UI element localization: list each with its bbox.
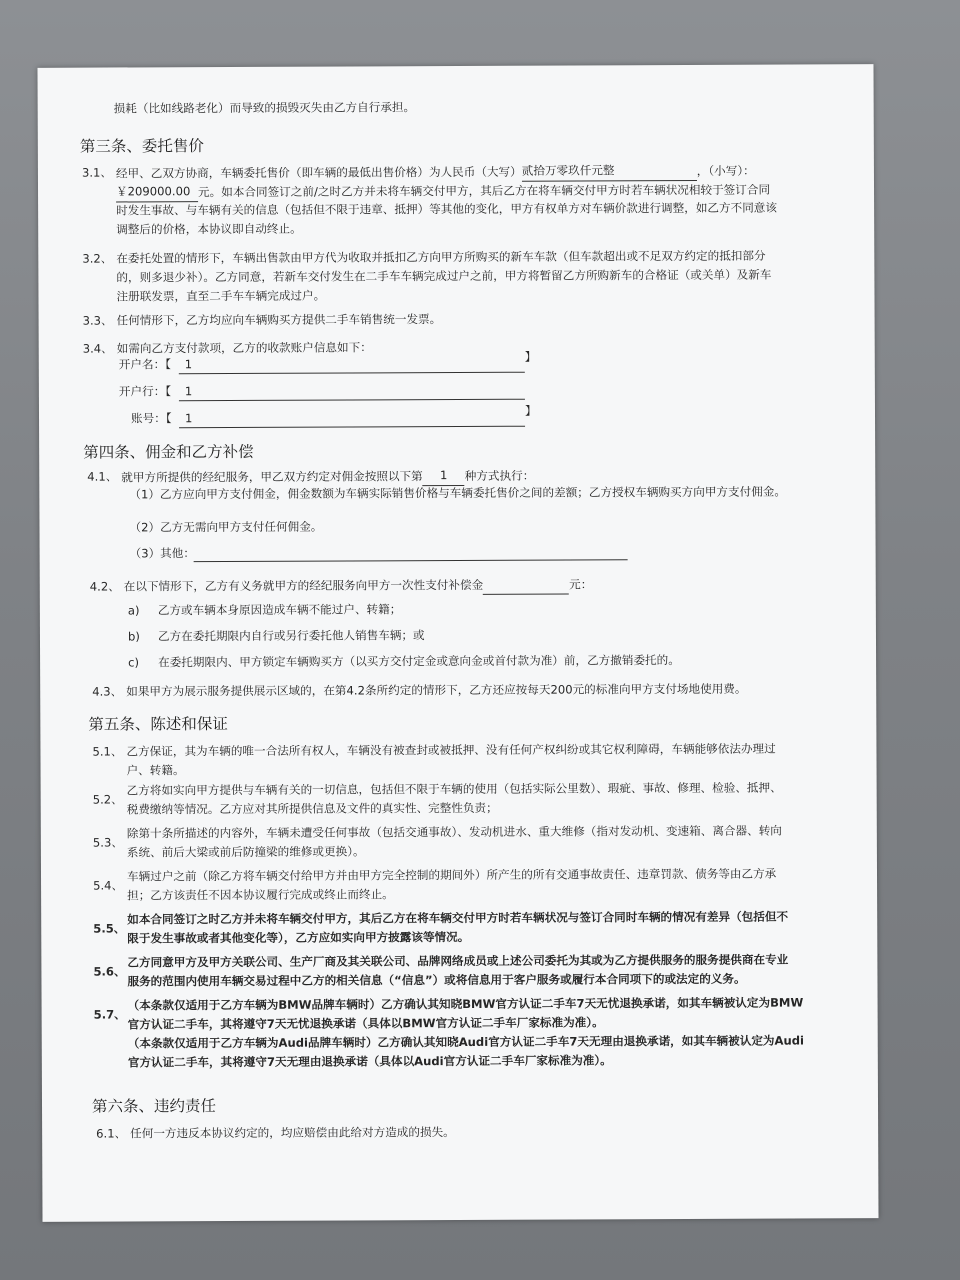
amount-in-words-field (522, 161, 697, 182)
account-name-label: 开户名：【 (118, 357, 171, 372)
clause-5-2-line-1: 乙方将如实向甲方提供与车辆有关的一切信息，包括但不限于车辆的使用（包括实际公里数）、瑕疵、事故、修理、检验、抵押、 (126, 780, 782, 798)
account-number-underline (179, 426, 525, 429)
clause-4-1-text-b: 种方式执行： (464, 468, 535, 483)
clause-3-1-text-c: 元。如本合同签订之前/之时乙方并未将车辆交付甲方，其后乙方在将车辆交付甲方时若车辆状况相较于签订合同 (197, 182, 771, 200)
account-name-value[interactable]: 1 (184, 357, 193, 372)
clause-3-1-text-b: ，（小写）： (696, 163, 755, 178)
clause-6-1-number: 6.1、 (96, 1126, 127, 1141)
clause-3-1-text: 经甲、乙双方协商，车辆委托售价（即车辆的最低出售价格）为人民币（大写） (115, 164, 522, 181)
clause-5-1-line-2: 户、转籍。 (126, 763, 185, 778)
clause-5-5-line-2: 限于发生事故或者其他变化等），乙方应如实向甲方披露该等情况。 (127, 929, 470, 946)
clause-4-2-line (124, 575, 593, 596)
clause-5-5-line-1: 如本合同签订之时乙方并未将车辆交付甲方，其后乙方在将车辆交付甲方时若车辆状况与签订合同时车辆的情况有差异（包括但不 (127, 909, 789, 927)
clause-5-3-number: 5.3、 (92, 835, 123, 850)
bank-value[interactable]: 1 (184, 384, 193, 399)
amount-in-words-value: 贰拾万零玖仟元整 (521, 163, 615, 178)
commission-choice-value: 1 (439, 468, 448, 483)
clause-5-2-number: 5.2、 (92, 792, 123, 807)
amount-in-figures-value: ￥209000.00 (115, 184, 191, 199)
clause-4-1-text: 就甲方所提供的经纪服务，甲乙双方约定对佣金按照以下第 (121, 469, 423, 485)
clause-3-1-line-4: 调整后的价格，本协议即自动终止。 (116, 221, 302, 237)
clause-5-6-number: 5.6、 (93, 964, 126, 979)
clause-5-1-line-1: 乙方保证，其为车辆的唯一合法所有权人，车辆没有被查封或被抵押、没有任何产权纠纷或其它权利障碍，车辆能够依法办理过 (126, 741, 776, 759)
clause-4-3-number: 4.3、 (92, 684, 123, 699)
bank-label: 开户行：【 (118, 384, 172, 399)
section-4-heading: 第四条、佣金和乙方补偿 (83, 442, 254, 462)
clause-5-7-line-4: 官方认证二手车，其将遵守7天无理由退换承诺（具体以Audi官方认证二手车厂家标准为准）。 (127, 1053, 612, 1070)
amount-in-figures-field (116, 182, 198, 202)
clause-3-3-text: 任何情形下，乙方均应向车辆购买方提供二手车销售统一发票。 (116, 312, 442, 328)
clause-5-7-number: 5.7、 (93, 1007, 126, 1022)
section-5-heading: 第五条、陈述和保证 (88, 715, 228, 734)
clause-3-2-line-2: 的，则多退少补）。乙方同意，若新车交付发生在二手车车辆完成过户之前，甲方将暂留乙方所购新车的合格证（或关单）及新车 (116, 267, 772, 285)
clause-4-1-number: 4.1、 (87, 469, 118, 484)
clause-3-2-line-3: 注册联发票，直至二手车车辆完成过户。 (116, 288, 326, 304)
compensation-amount-field (483, 580, 569, 595)
contract-page (37, 64, 878, 1222)
clause-3-2-line-1: 在委托处置的情形下，车辆出售款由甲方代为收取并抵扣乙方向甲方所购买的新车车款（但车款超出或不足双方约定的抵扣部分 (116, 248, 766, 266)
clause-3-2-number: 3.2、 (82, 251, 113, 266)
clause-5-3-line-2: 系统、前后大梁或前后防撞梁的维修或更换）。 (126, 844, 365, 860)
condition-a-label: a) (127, 603, 140, 618)
commission-option-1: （1）乙方应向甲方支付佣金，佣金数额为车辆实际销售价格与车辆委托售价之间的差额；乙方授权车辆购买方向甲方支付佣金。 (129, 484, 787, 502)
clause-3-4-text: 如需向乙方支付款项，乙方的收款账户信息如下： (116, 340, 372, 356)
clause-5-6-line-2: 服务的范围内使用车辆交易过程中乙方的相关信息（“信息”）或将信息用于客户服务或履行本合同项下的或法定的义务。 (127, 971, 746, 989)
account-name-underline (179, 372, 525, 375)
commission-option-3: （3）其他： (129, 546, 195, 561)
clause-4-3-text: 如果甲方为展示服务提供展示区域的，在第4.2条所约定的情形下，乙方还应按每天200元的标准向甲方支付场地使用费。 (126, 681, 747, 699)
clause-5-4-number: 5.4、 (93, 878, 124, 893)
commission-option-2: （2）乙方无需向甲方支付任何佣金。 (129, 519, 323, 535)
clause-3-1-line-3: 时发生事故、与车辆有关的信息（包括但不限于违章、抵押）等其他的变化，甲方有权单方对车辆价款进行调整，如乙方不同意该 (116, 200, 777, 218)
other-option-underline (194, 559, 628, 562)
clause-6-1-text: 任何一方违反本协议约定的，均应赔偿由此给对方造成的损失。 (130, 1125, 455, 1141)
section-3-heading: 第三条、委托售价 (79, 137, 204, 156)
condition-a-text: 乙方或车辆本身原因造成车辆不能过户、转籍； (157, 602, 402, 618)
clause-5-7-line-3: （本条款仅适用于乙方车辆为Audi品牌车辆时）乙方确认其知晓Audi官方认证二手车7天无理由退换承诺，如其车辆被认定为Audi (127, 1033, 805, 1051)
condition-b-text: 乙方在委托期限内自行或另行委托他人销售车辆；或 (157, 628, 425, 644)
account-name-close-bracket: 】 (524, 349, 537, 364)
clause-4-2-text-b: 元： (569, 577, 593, 592)
clause-5-7-line-1: （本条款仅适用于乙方车辆为BMW品牌车辆时）乙方确认其知晓BMW官方认证二手车7天无忧退换承诺，如其车辆被认定为BMW (127, 995, 804, 1013)
clause-5-7-line-2: 官方认证二手车，其将遵守7天无忧退换承诺（具体以BMW官方认证二手车厂家标准为准）。 (127, 1015, 604, 1032)
section-6-heading: 第六条、违约责任 (91, 1097, 217, 1116)
account-number-value[interactable]: 1 (184, 411, 193, 426)
condition-c-label: c) (128, 655, 140, 670)
clause-3-3-number: 3.3、 (82, 313, 113, 328)
account-number-label: 账号：【 (130, 411, 172, 426)
clause-5-4-line-1: 车辆过户之前（除乙方将车辆交付给甲方并由甲方完全控制的期间外）所产生的所有交通事故责任、违章罚款、债务等由乙方承 (126, 866, 777, 884)
clause-5-4-line-2: 担；乙方该责任不因本协议履行完成或终止而终止。 (127, 887, 394, 903)
clause-5-3-line-1: 除第十条所描述的内容外，车辆未遭受任何事故（包括交通事故）、发动机进水、重大维修（指对发动机、变速箱、离合器、转向 (126, 823, 782, 841)
clause-4-2-text: 在以下情形下，乙方有义务就甲方的经纪服务向甲方一次性支付补偿金 (123, 577, 484, 594)
condition-b-label: b) (127, 629, 140, 644)
account-number-close-bracket: 】 (524, 403, 537, 418)
clause-3-1-number: 3.1、 (81, 165, 113, 180)
clause-5-1-number: 5.1、 (92, 744, 123, 759)
intro-text: 损耗（比如线路老化）而导致的损毁灭失由乙方自行承担。 (113, 100, 416, 116)
clause-4-2-number: 4.2、 (89, 579, 120, 594)
clause-5-6-line-1: 乙方同意甲方及甲方关联公司、生产厂商及其关联公司、品牌网络成员或上述公司委托为其或为乙方提供服务的服务提供商在专业 (127, 952, 789, 970)
clause-5-2-line-2: 税费缴纳等情况。乙方应对其所提供信息及文件的真实性、完整性负责； (126, 800, 498, 817)
clause-5-5-number: 5.5、 (93, 921, 126, 936)
bank-underline (179, 399, 525, 402)
clause-3-4-number: 3.4、 (82, 341, 113, 356)
condition-c-text: 在委托期限内、甲方锁定车辆购买方（以买方交付定金或意向金或首付款为准）前，乙方撤销委托的。 (158, 653, 680, 670)
